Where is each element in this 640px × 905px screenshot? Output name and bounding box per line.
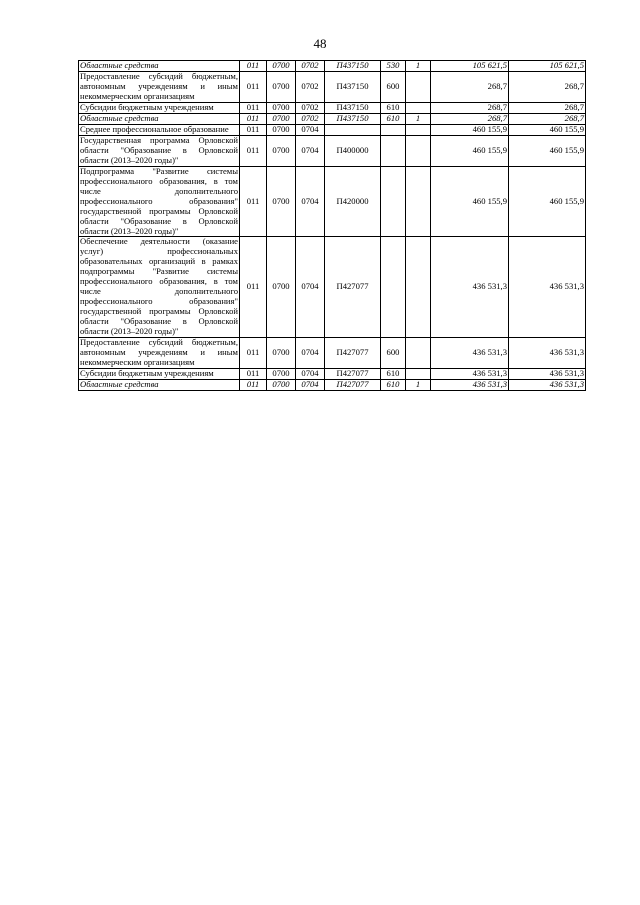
- section-code-cell: 0700: [267, 102, 296, 113]
- table-row: [79, 369, 586, 380]
- target-article-cell: П437150: [325, 71, 381, 102]
- expense-type-cell: [381, 237, 406, 338]
- section-code-cell: 0700: [267, 369, 296, 380]
- row-name-cell: Государственная программа Орловской области "Образование в Орловской области (2013–2020 годы)": [80, 135, 238, 165]
- expense-type-cell: 610: [381, 102, 406, 113]
- expense-type-cell: 610: [381, 369, 406, 380]
- amount-fact-cell: 268,7: [509, 102, 586, 113]
- target-article-cell: [325, 124, 381, 135]
- target-article-cell: П427077: [325, 237, 381, 338]
- expense-type-cell: 600: [381, 338, 406, 369]
- funding-source-cell: 1: [406, 113, 431, 124]
- section-code-cell: 0700: [267, 166, 296, 237]
- expense-type-cell: 600: [381, 71, 406, 102]
- ministry-code-cell: 011: [240, 369, 267, 380]
- ministry-code-cell: 011: [240, 135, 267, 166]
- funding-source-cell: 1: [406, 380, 431, 391]
- target-article-cell: П437150: [325, 113, 381, 124]
- subsection-code-cell: 0702: [296, 71, 325, 102]
- funding-source-cell: [406, 338, 431, 369]
- section-code-cell: 0700: [267, 135, 296, 166]
- row-name-cell: Субсидии бюджетным учреждениям: [79, 102, 240, 113]
- section-code-cell: 0700: [267, 113, 296, 124]
- target-article-cell: П427077: [325, 369, 381, 380]
- row-name-cell: Субсидии бюджетным учреждениям: [79, 369, 240, 380]
- table-row: [79, 166, 586, 237]
- subsection-code-cell: 0704: [296, 369, 325, 380]
- funding-source-cell: [406, 124, 431, 135]
- row-name-cell: Обеспечение деятельности (оказание услуг) профессиональных образовательных организаций в рамках подпрограммы "Развитие системы профессионального образования, в том числе дополнительного профессионального образования" государственной программы Орловской области "Образование в Орловской области (2013–2020 годы)": [80, 236, 238, 337]
- funding-source-cell: [406, 135, 431, 166]
- amount-fact-cell: 436 531,3: [509, 380, 586, 391]
- expense-type-cell: 610: [381, 380, 406, 391]
- amount-fact-cell: 436 531,3: [509, 237, 586, 338]
- amount-plan-cell: 436 531,3: [431, 380, 509, 391]
- amount-plan-cell: 105 621,5: [431, 61, 509, 72]
- ministry-code-cell: 011: [240, 338, 267, 369]
- row-name-cell: Областные средства: [79, 61, 240, 72]
- expense-type-cell: [381, 166, 406, 237]
- target-article-cell: П437150: [325, 102, 381, 113]
- table-row: [79, 61, 586, 72]
- section-code-cell: 0700: [267, 124, 296, 135]
- funding-source-cell: [406, 71, 431, 102]
- amount-plan-cell: 268,7: [431, 102, 509, 113]
- ministry-code-cell: 011: [240, 102, 267, 113]
- target-article-cell: П400000: [325, 135, 381, 166]
- table-row: [79, 71, 586, 102]
- subsection-code-cell: 0704: [296, 380, 325, 391]
- subsection-code-cell: 0702: [296, 61, 325, 72]
- ministry-code-cell: 011: [240, 380, 267, 391]
- amount-fact-cell: 105 621,5: [509, 61, 586, 72]
- amount-plan-cell: 268,7: [431, 71, 509, 102]
- funding-source-cell: [406, 166, 431, 237]
- budget-table: [78, 60, 586, 391]
- subsection-code-cell: 0704: [296, 124, 325, 135]
- amount-plan-cell: 460 155,9: [431, 135, 509, 166]
- table-row: [79, 338, 586, 369]
- amount-plan-cell: 436 531,3: [431, 338, 509, 369]
- page-number: 48: [313, 36, 327, 51]
- ministry-code-cell: 011: [240, 71, 267, 102]
- table-row: [79, 135, 586, 166]
- subsection-code-cell: 0704: [296, 135, 325, 166]
- amount-fact-cell: 268,7: [509, 113, 586, 124]
- expense-type-cell: 530: [381, 61, 406, 72]
- subsection-code-cell: 0702: [296, 102, 325, 113]
- subsection-code-cell: 0704: [296, 338, 325, 369]
- subsection-code-cell: 0704: [296, 237, 325, 338]
- amount-plan-cell: 460 155,9: [431, 124, 509, 135]
- table-row: [79, 124, 586, 135]
- section-code-cell: 0700: [267, 61, 296, 72]
- amount-plan-cell: 436 531,3: [431, 369, 509, 380]
- subsection-code-cell: 0702: [296, 113, 325, 124]
- section-code-cell: 0700: [267, 237, 296, 338]
- row-name-cell: Среднее профессиональное образование: [79, 124, 240, 135]
- section-code-cell: 0700: [267, 380, 296, 391]
- table-row: [79, 380, 586, 391]
- amount-plan-cell: 460 155,9: [431, 166, 509, 237]
- row-name-cell: Подпрограмма "Развитие системы профессионального образования, в том числе дополнительного профессионального образования" государственной программы Орловской области "Образование в Орловской области (2013–2020 годы)": [80, 166, 238, 236]
- row-name-cell: Предоставление субсидий бюджетным, автономным учреждениям и иным некоммерческим организациям: [80, 71, 238, 101]
- funding-source-cell: [406, 237, 431, 338]
- table-row: [79, 237, 586, 338]
- target-article-cell: П437150: [325, 61, 381, 72]
- ministry-code-cell: 011: [240, 113, 267, 124]
- ministry-code-cell: 011: [240, 166, 267, 237]
- target-article-cell: П427077: [325, 380, 381, 391]
- subsection-code-cell: 0704: [296, 166, 325, 237]
- amount-fact-cell: 268,7: [509, 71, 586, 102]
- section-code-cell: 0700: [267, 338, 296, 369]
- section-code-cell: 0700: [267, 71, 296, 102]
- amount-plan-cell: 268,7: [431, 113, 509, 124]
- ministry-code-cell: 011: [240, 124, 267, 135]
- amount-fact-cell: 460 155,9: [509, 124, 586, 135]
- amount-fact-cell: 460 155,9: [509, 166, 586, 237]
- funding-source-cell: [406, 369, 431, 380]
- amount-fact-cell: 436 531,3: [509, 338, 586, 369]
- table-row: [79, 113, 586, 124]
- amount-plan-cell: 436 531,3: [431, 237, 509, 338]
- table-row: [79, 102, 586, 113]
- amount-fact-cell: 460 155,9: [509, 135, 586, 166]
- expense-type-cell: [381, 135, 406, 166]
- row-name-cell: Предоставление субсидий бюджетным, автономным учреждениям и иным некоммерческим организациям: [80, 337, 238, 368]
- expense-type-cell: [381, 124, 406, 135]
- ministry-code-cell: 011: [240, 61, 267, 72]
- target-article-cell: П420000: [325, 166, 381, 237]
- expense-type-cell: 610: [381, 113, 406, 124]
- amount-fact-cell: 436 531,3: [509, 369, 586, 380]
- row-name-cell: Областные средства: [79, 113, 240, 124]
- target-article-cell: П427077: [325, 338, 381, 369]
- funding-source-cell: [406, 102, 431, 113]
- ministry-code-cell: 011: [240, 237, 267, 338]
- row-name-cell: Областные средства: [79, 380, 240, 391]
- funding-source-cell: 1: [406, 61, 431, 72]
